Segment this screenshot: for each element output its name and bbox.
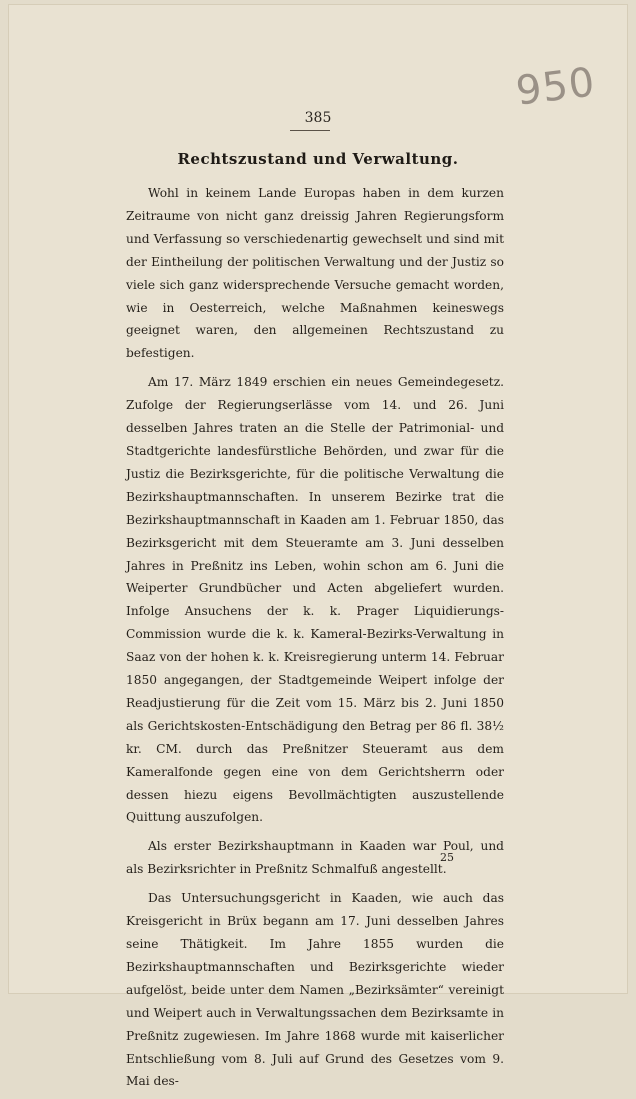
handwritten-page-number: 950 xyxy=(513,59,598,115)
page-number-rule xyxy=(290,130,330,131)
paragraph-4: Das Untersuchungsgericht in Kaaden, wie auch das Kreisgericht in Brüx begann am 17. Juni desselben Jahres seine Thätigkeit. Im Jahre 1855 wurden die Bezirkshauptmannschaften und Bezirksgerichte wieder aufgelöst, beide unter dem Namen „Bezirksämter“ vereinigt und Weipert auch in Verwaltungssachen dem Bezirksamte in Preßnitz zugewiesen. Im Jahre 1868 wurde mit kaiserlicher Entschließung vom 8. Juli auf Grund des Gesetzes vom 9. Mai des- xyxy=(126,891,504,1089)
body-text xyxy=(126,182,504,1099)
section-heading: Rechtszustand und Verwaltung. xyxy=(177,150,459,168)
paragraph-3: Als erster Bezirkshauptmann in Kaaden war Poul, und als Bezirksrichter in Preßnitz Schmalfuß angestellt. xyxy=(126,839,504,877)
page-number: 385 xyxy=(304,110,332,126)
paragraph-1: Wohl in keinem Lande Europas haben in dem kurzen Zeitraume von nicht ganz dreissig Jahren Regierungsform und Verfassung so verschiedenartig gewechselt und sind mit der Eintheilung der politischen Verwaltung und der Justiz so viele sich ganz widersprechende Versuche gemacht worden, wie in Oesterreich, welche Maßnahmen keineswegs geeignet waren, den allgemeinen Rechtszustand zu befestigen. xyxy=(126,186,504,361)
paragraph-2: Am 17. März 1849 erschien ein neues Gemeindegesetz. Zufolge der Regierungserlässe vom 14. und 26. Juni desselben Jahres traten an die Stelle der Patrimonial- und Stadtgerichte landesfürstliche Behörden, und zwar für die Justiz die Bezirksgerichte, für die politische Verwaltung die Bezirkshauptmannschaften. In unserem Bezirke trat die Bezirkshauptmannschaft in Kaaden am 1. Februar 1850, das Bezirksgericht mit dem Steueramte am 3. Juni desselben Jahres in Preßnitz ins Leben, wohin schon am 6. Juni die Weiperter Grundbücher und Acten abgeliefert wurden. Infolge Ansuchens der k. k. Prager Liquidierungs-Commission wurde die k. k. Kameral-Bezirks-Verwaltung in Saaz von der hohen k. k. Kreisregierung unterm 14. Februar 1850 angegangen, der Stadtgemeinde Weipert infolge der Readjustierung für die Zeit vom 15. März bis 2. Juni 1850 als Gerichtskosten-Entschädigung den Betrag per 86 fl. 38½ kr. CM. durch das Preßnitzer Steueramt aus dem Kameralfonde gegen eine von dem Gerichtsherrn oder dessen hiezu eigens Bevollmächtigten auszustellende Quittung auszufolgen. xyxy=(126,375,504,825)
signature-mark: 25 xyxy=(440,851,454,864)
document-page xyxy=(8,4,628,1089)
